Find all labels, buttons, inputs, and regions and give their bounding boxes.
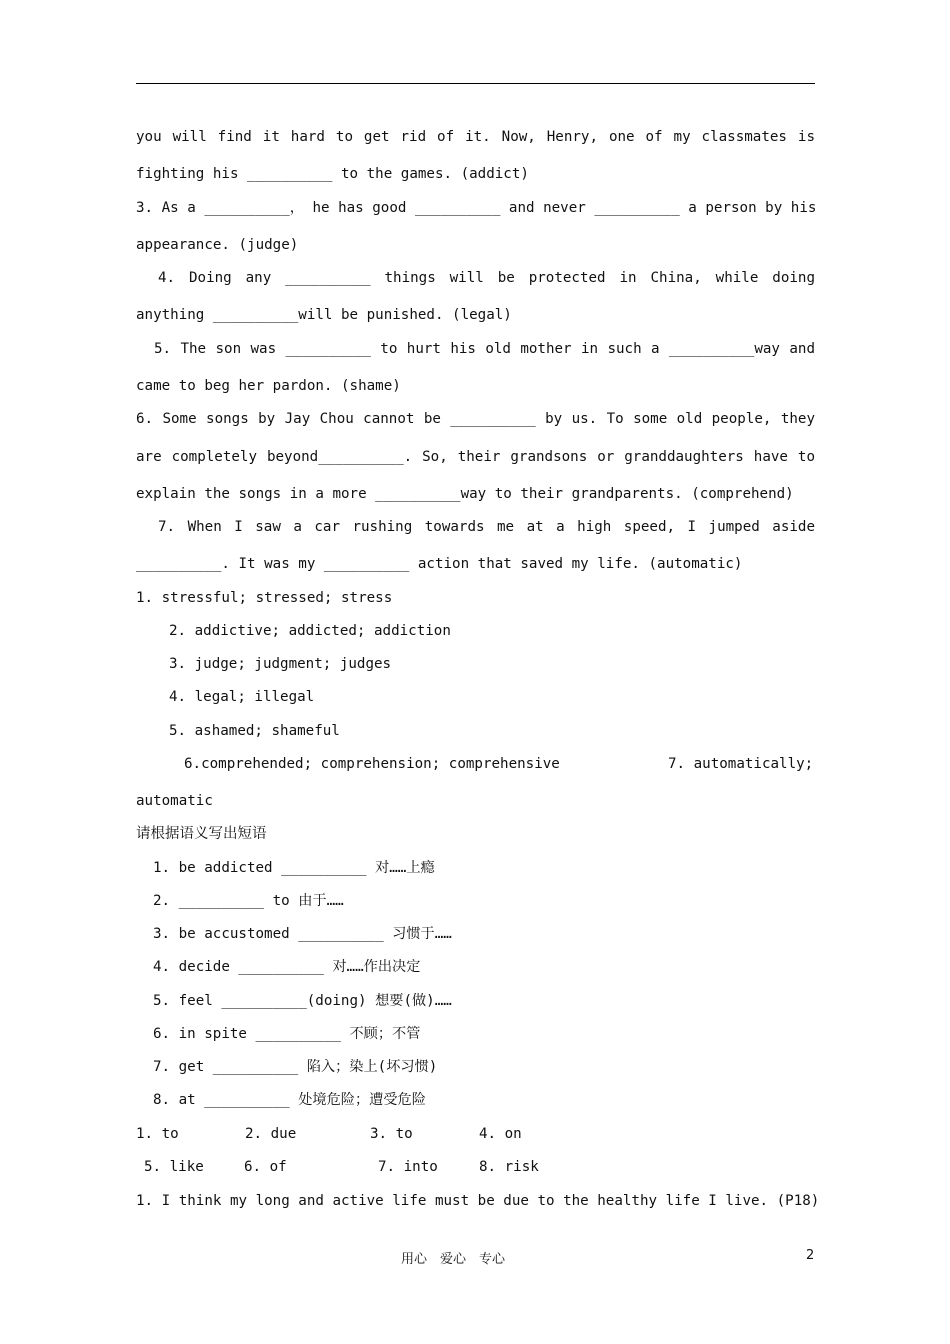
text-line: are completely beyond__________. So, their grandsons or granddaughters have to [136,449,815,465]
example-sentence: 1. I think my long and active life must be due to the healthy life I live. (P18) [136,1193,820,1209]
phrase-answer: 4. on [479,1126,522,1142]
phrase-answer: 7. into [378,1159,438,1175]
text-line: __________. It was my __________ action that saved my life. (automatic) [136,556,743,572]
phrase-answer: 2. due [245,1126,297,1142]
exercise-7: 7. When I saw a car rushing towards me at a high speed, I jumped aside [158,519,815,535]
phrase-item: 4. decide __________ 对……作出决定 [153,959,421,975]
answer-line: 1. stressful; stressed; stress [136,590,393,606]
text-line: fighting his __________ to the games. (addict) [136,166,529,182]
answer-line: 7. automatically; [668,756,814,772]
section-heading: 请根据语义写出短语 [136,826,267,842]
phrase-answer: 5. like [144,1159,204,1175]
phrase-item: 6. in spite __________ 不顾；不管 [153,1026,421,1042]
phrase-answer: 6. of [244,1159,287,1175]
text-line: came to beg her pardon. (shame) [136,378,401,394]
answer-line: 3. judge; judgment; judges [169,656,392,672]
text-line: explain the songs in a more __________way to their grandparents. (comprehend) [136,486,794,502]
answer-line: 4. legal; illegal [169,689,315,705]
text-line: appearance. (judge) [136,237,299,253]
phrase-answer: 8. risk [479,1159,539,1175]
exercise-3: 3. As a __________， he has good __________ and never __________ a person by his [136,200,817,216]
answer-line: 6.comprehended; comprehension; comprehensive [184,756,560,772]
exercise-6: 6. Some songs by Jay Chou cannot be __________ by us. To some old people, they [136,411,815,427]
header-rule [136,83,815,84]
phrase-item: 5. feel __________(doing) 想要(做)…… [153,993,452,1009]
page-number: 2 [806,1248,815,1263]
text-line: anything __________will be punished. (legal) [136,307,512,323]
answer-line: 2. addictive; addicted; addiction [169,623,451,639]
phrase-answer: 1. to [136,1126,179,1142]
phrase-answer: 3. to [370,1126,413,1142]
answer-line: 5. ashamed; shameful [169,723,340,739]
phrase-item: 8. at __________ 处境危险；遭受危险 [153,1092,426,1108]
phrase-item: 7. get __________ 陷入；染上(坏习惯) [153,1059,438,1075]
exercise-5: 5. The son was __________ to hurt his old mother in such a __________way and [154,341,815,357]
phrase-item: 1. be addicted __________ 对……上瘾 [153,860,435,876]
text-line: you will find it hard to get rid of it. Now, Henry, one of my classmates is [136,129,815,145]
footer-motto: 用心 爱心 专心 [401,1252,506,1267]
phrase-item: 2. __________ to 由于…… [153,893,344,909]
exercise-4: 4. Doing any __________ things will be protected in China, while doing [158,270,815,286]
answer-line: automatic [136,793,213,809]
phrase-item: 3. be accustomed __________ 习惯于…… [153,926,452,942]
